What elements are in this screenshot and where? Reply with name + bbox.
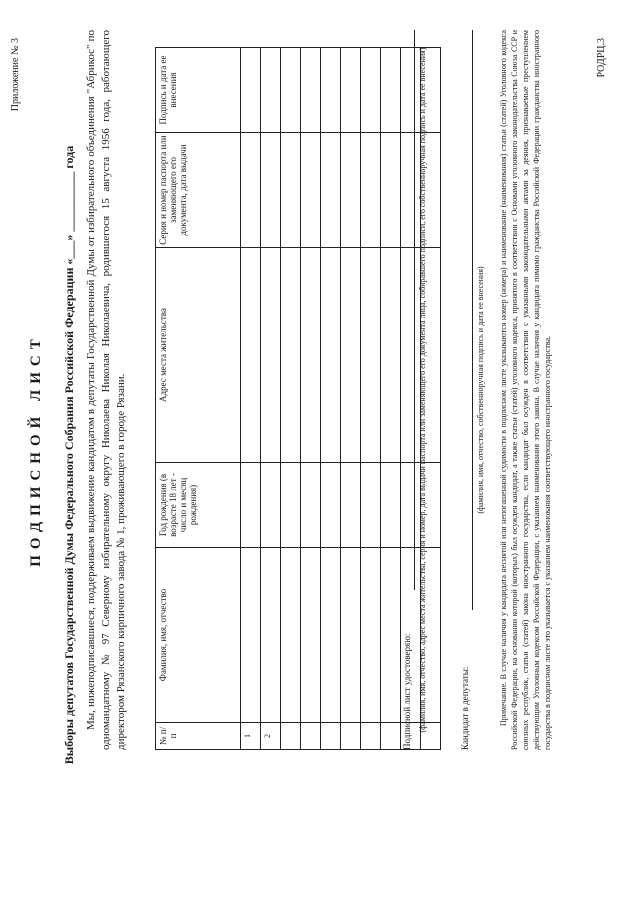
table-row	[321, 48, 341, 750]
candidate-label: Кандидат в депутаты:	[460, 666, 470, 750]
table-row	[361, 48, 381, 750]
table-cell	[301, 248, 321, 463]
signatures-table	[155, 47, 441, 750]
table-cell	[301, 133, 321, 248]
table-cell	[321, 48, 341, 133]
table-cell	[261, 548, 281, 723]
table-cell	[341, 248, 361, 463]
table-cell	[241, 548, 261, 723]
table-cell	[281, 133, 301, 248]
table-cell	[281, 463, 301, 548]
table-cell	[381, 48, 401, 133]
table-cell	[381, 248, 401, 463]
table-cell	[381, 463, 401, 548]
certifier-label: Подписной лист удостоверяю:	[402, 633, 412, 750]
table-cell	[381, 548, 401, 723]
table-cell	[361, 133, 381, 248]
header-full-name: Фамилия, имя, отчество	[156, 548, 241, 723]
table-cell	[241, 248, 261, 463]
table-cell	[321, 463, 341, 548]
appendix-label: Приложение № 3	[10, 38, 21, 112]
table-cell	[301, 48, 321, 133]
table-cell	[321, 248, 341, 463]
header-address: Адрес места жительства	[156, 248, 241, 463]
row-number: 2	[261, 723, 281, 750]
table-cell	[361, 48, 381, 133]
table-cell	[261, 248, 281, 463]
table-cell	[381, 133, 401, 248]
table-cell	[261, 133, 281, 248]
table-cell	[341, 133, 361, 248]
table-cell	[361, 463, 381, 548]
table-cell	[281, 548, 301, 723]
candidate-caption: (фамилия, имя, отчество, собственноручная подпись и дата ее внесения)	[476, 266, 485, 514]
table-cell	[361, 248, 381, 463]
row-number: 1	[241, 723, 261, 750]
table-cell	[341, 548, 361, 723]
row-number	[341, 723, 361, 750]
table-cell	[261, 463, 281, 548]
form-code: РОДРЦ.3	[596, 38, 607, 78]
certifier-caption: (фамилия, имя, отчество, адрес места жительства, серия и номер, дата выдачи паспорта или заменяющего его документа лица, собиравшего подписи, его собственноручная подпись и дата ее внесения)	[418, 47, 427, 733]
sheet-title: ПОДПИСНОЙ ЛИСТ	[28, 333, 44, 567]
table-cell	[321, 133, 341, 248]
table-cell	[281, 248, 301, 463]
row-number	[281, 723, 301, 750]
note-paragraph: Примечание. В случае наличия у кандидата неснятой или непогашенной судимости в подписном листе указываются номер (номера) и наименование (наименования) статьи (статей) Уголовного кодекса Российской Федерации, на основании которой (которых) был осужден кандидат, а также статьи (статей) уголовного кодекса, принятого в соответствии с Основами уголовного законодательства Союза ССР и союзных республик, статьи (статей) закона иностранного государства, если кандидат был осужден в соответствии с указанными законодательными актами за деяния, признаваемые преступлением действующим Уголовным кодексом Российской Федерации, с указанием наименования этого закона. В случае наличия у кандидата помимо гражданства Российской Федерации гражданства иностранного государства в подписном листе это указывается с указанием наименования соответствующего иностранного государства.	[499, 30, 552, 750]
row-number	[301, 723, 321, 750]
header-birth-date: Год рождения (в возрасте 18 лет - число и месяц рождения)	[156, 463, 241, 548]
table-row	[241, 48, 261, 750]
row-number	[361, 723, 381, 750]
candidate-line	[472, 30, 473, 610]
table-cell	[241, 463, 261, 548]
table-row	[381, 48, 401, 750]
table-cell	[241, 48, 261, 133]
table-cell	[341, 48, 361, 133]
table-row	[261, 48, 281, 750]
certifier-line	[414, 30, 415, 590]
table-cell	[241, 133, 261, 248]
election-subtitle: Выборы депутатов Государственной Думы Федерального Собрания Российской Федерации «___» __________ года	[62, 145, 76, 765]
intro-paragraph: Мы, нижеподписавшиеся, поддерживаем выдвижение кандидатом в депутаты Государственной Думы от избирательного объединения "Абрикос" по одномандатному № 97 Северному избирательному округу Николаева Николая Николаевича, родившегося 15 августа 1956 года, работающего директором Рязанского кирпичного завода № 1, проживающего в городе Рязани.	[85, 30, 127, 750]
header-number: № п/п	[156, 723, 241, 750]
table-cell	[261, 48, 281, 133]
table-row	[341, 48, 361, 750]
table-cell	[321, 548, 341, 723]
table-cell	[361, 548, 381, 723]
table-cell	[301, 463, 321, 548]
row-number	[321, 723, 341, 750]
row-number	[381, 723, 401, 750]
header-signature: Подпись и дата ее внесения	[156, 48, 241, 133]
table-cell	[281, 48, 301, 133]
header-passport: Серия и номер паспорта или заменяющего его документа, дата выдачи	[156, 133, 241, 248]
table-row	[281, 48, 301, 750]
table-row	[301, 48, 321, 750]
table-cell	[301, 548, 321, 723]
table-header-row	[156, 48, 241, 750]
table-cell	[341, 463, 361, 548]
